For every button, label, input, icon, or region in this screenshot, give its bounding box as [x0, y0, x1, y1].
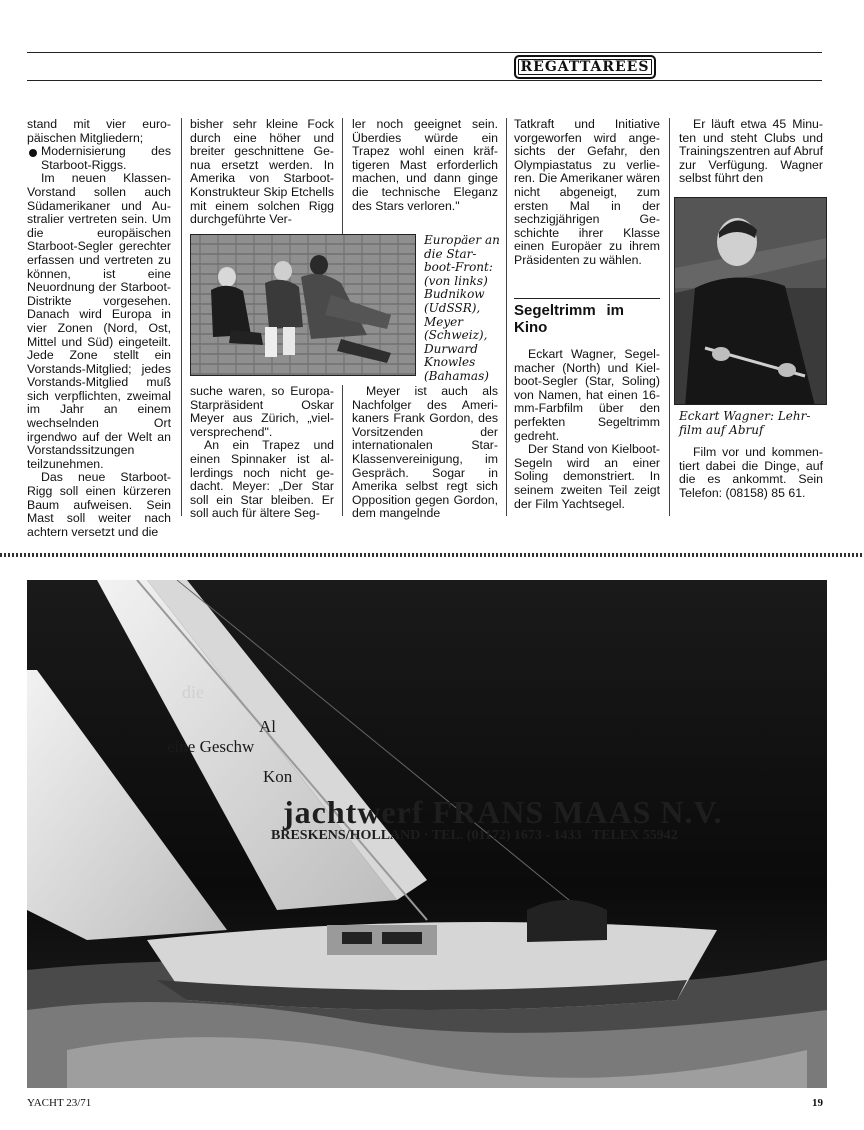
column-rule	[669, 118, 670, 516]
paragraph: ler noch geeignet sein. Überdies würde ein Trapez wohl einen kräftigeren Mast erforderlich machen, und dann ginge die technische Eleganz des Stars verloren."	[352, 117, 498, 213]
paragraph: Das neue Starboot-Rigg soll einen kürzeren Baum aufweisen. Sein Mast soll weiter nach achtern versetzt und die	[27, 470, 171, 539]
article-column-5-bottom	[679, 446, 823, 500]
article-column-4-news	[514, 302, 660, 511]
headline-segeltrimm: Segeltrimm im Kino	[514, 302, 624, 336]
column-rule	[342, 385, 343, 516]
ad-address: BRESKENS/HOLLAND · TEL. (01172) 1673 - 1433 TELEX 55942	[271, 828, 678, 843]
ad-line-al: Al	[259, 717, 276, 736]
paragraph: Im neuen Klassen-Vorstand sollen auch Südamerikaner und Australier vertreten sein. Um die europäischen Starboot-Segler gerechter erfassen und vertreten zu können, ist eine Neuordnung der Starboot-Distrikte vorgesehen. Danach wird Europa in vier Zonen (Nord, Ost, Mittel und Süd) eingeteilt. Jede Zone stellt ein Vorstands-Mitglied; jedes Vorstands-Mitglied muß sich verpflichten, zweimal im Jahr an einem wechselnden Ort irgendwo auf der Welt an Vorstandssitzungen teilzunehmen.	[27, 171, 171, 471]
paragraph: Meyer ist auch als Nachfolger des Amerikaners Frank Gordon, des Vorsitzenden der internationalen Star-Klassenvereinigung, im Gespräch. Sogar in Amerika selbst regt sich Opposition gegen Gordon, dem mangelnde	[352, 384, 498, 521]
photo-caption: Europäer an die Starboot-Front: (von links) Budnikow (UdSSR), Meyer (Schweiz), Durward Knowles (Bahamas)	[424, 233, 500, 383]
headline-rule	[514, 298, 660, 299]
paragraph: bisher sehr kleine Fock durch eine höher und breiter geschnittene Genua ersetzt werden. In Amerika von Starboot-Konstrukteur Skip Etchells mit einem solchen Rigg durchgeführte Ver-	[190, 117, 334, 227]
page-number: 19	[812, 1097, 823, 1109]
article-column-3-bottom	[352, 385, 498, 521]
ad-line-kon: Kon	[263, 767, 293, 786]
page-divider	[0, 553, 864, 557]
article-column-1	[27, 118, 171, 539]
photo-star-sailors	[190, 234, 416, 376]
ad-brand: jachtwerf FRANS MAAS N.V.	[283, 794, 723, 830]
advertisement-frans-maas	[27, 580, 827, 1088]
paragraph: Er läuft etwa 45 Minuten und steht Clubs und Trainingszentren auf Abruf zur Verfügung. Wagner selbst führt den	[679, 117, 823, 186]
paragraph: Eckart Wagner, Segelmacher (North) und Kielboot-Segler (Star, Soling) von Namen, hat einen 16-mm-Farbfilm über den perfekten Segeltrimm gedreht.	[514, 347, 660, 443]
section-tag: REGATTAREES	[514, 55, 656, 79]
article-column-5	[679, 118, 823, 186]
paragraph: Tatkraft und Initiative vorgeworfen wird angesichts der Gefahr, den Olympiastatus zu verlieren. Die Amerikaner wären nicht abgeneigt, zum ersten Mal in der sechzigjährigen Geschichte ihrer Klasse einen Europäer zu ihrem Präsidenten zu wählen.	[514, 117, 660, 267]
wagner-photo-image	[675, 198, 827, 405]
article-column-3-top	[352, 118, 498, 213]
paragraph: suche waren, so Europa-Starpräsident Oskar Meyer aus Zürich, „vielversprechend".	[190, 384, 334, 439]
column-rule	[506, 118, 507, 516]
photo-eckart-wagner	[674, 197, 827, 405]
photo-caption: Eckart Wagner: Lehrfilm auf Abruf	[679, 409, 811, 437]
article-column-2-top	[190, 118, 334, 227]
article-column-2-bottom	[190, 385, 334, 521]
paragraph: Der Stand von Kielboot-Segeln wird an einer Soling demonstriert. In seinem zweiten Teil zeigt der Film Yachtsegel.	[514, 442, 660, 511]
header-rule-top	[27, 52, 822, 53]
article-column-4	[514, 118, 660, 268]
bullet-item: Modernisierung des Starboot-Riggs.	[27, 145, 171, 172]
ad-line-die: die	[182, 682, 204, 702]
header-rule-bottom	[27, 80, 822, 81]
column-rule	[342, 118, 343, 234]
paragraph: stand mit vier europäischen Mitgliedern;	[27, 117, 171, 145]
paragraph: Film vor und kommentiert dabei die Dinge, auf die es ankommt. Sein Telefon: (08158) 85 61.	[679, 445, 823, 500]
footer-issue: YACHT 23/71	[27, 1097, 92, 1109]
ad-line-eine: eine Geschw	[167, 737, 255, 756]
sailors-photo-image	[191, 235, 416, 376]
column-rule	[181, 118, 182, 516]
paragraph: An ein Trapez und einen Spinnaker ist allerdings noch nicht gedacht. Meyer: „Der Star soll ein Star bleiben. Er soll auch für ältere Seg-	[190, 438, 334, 521]
